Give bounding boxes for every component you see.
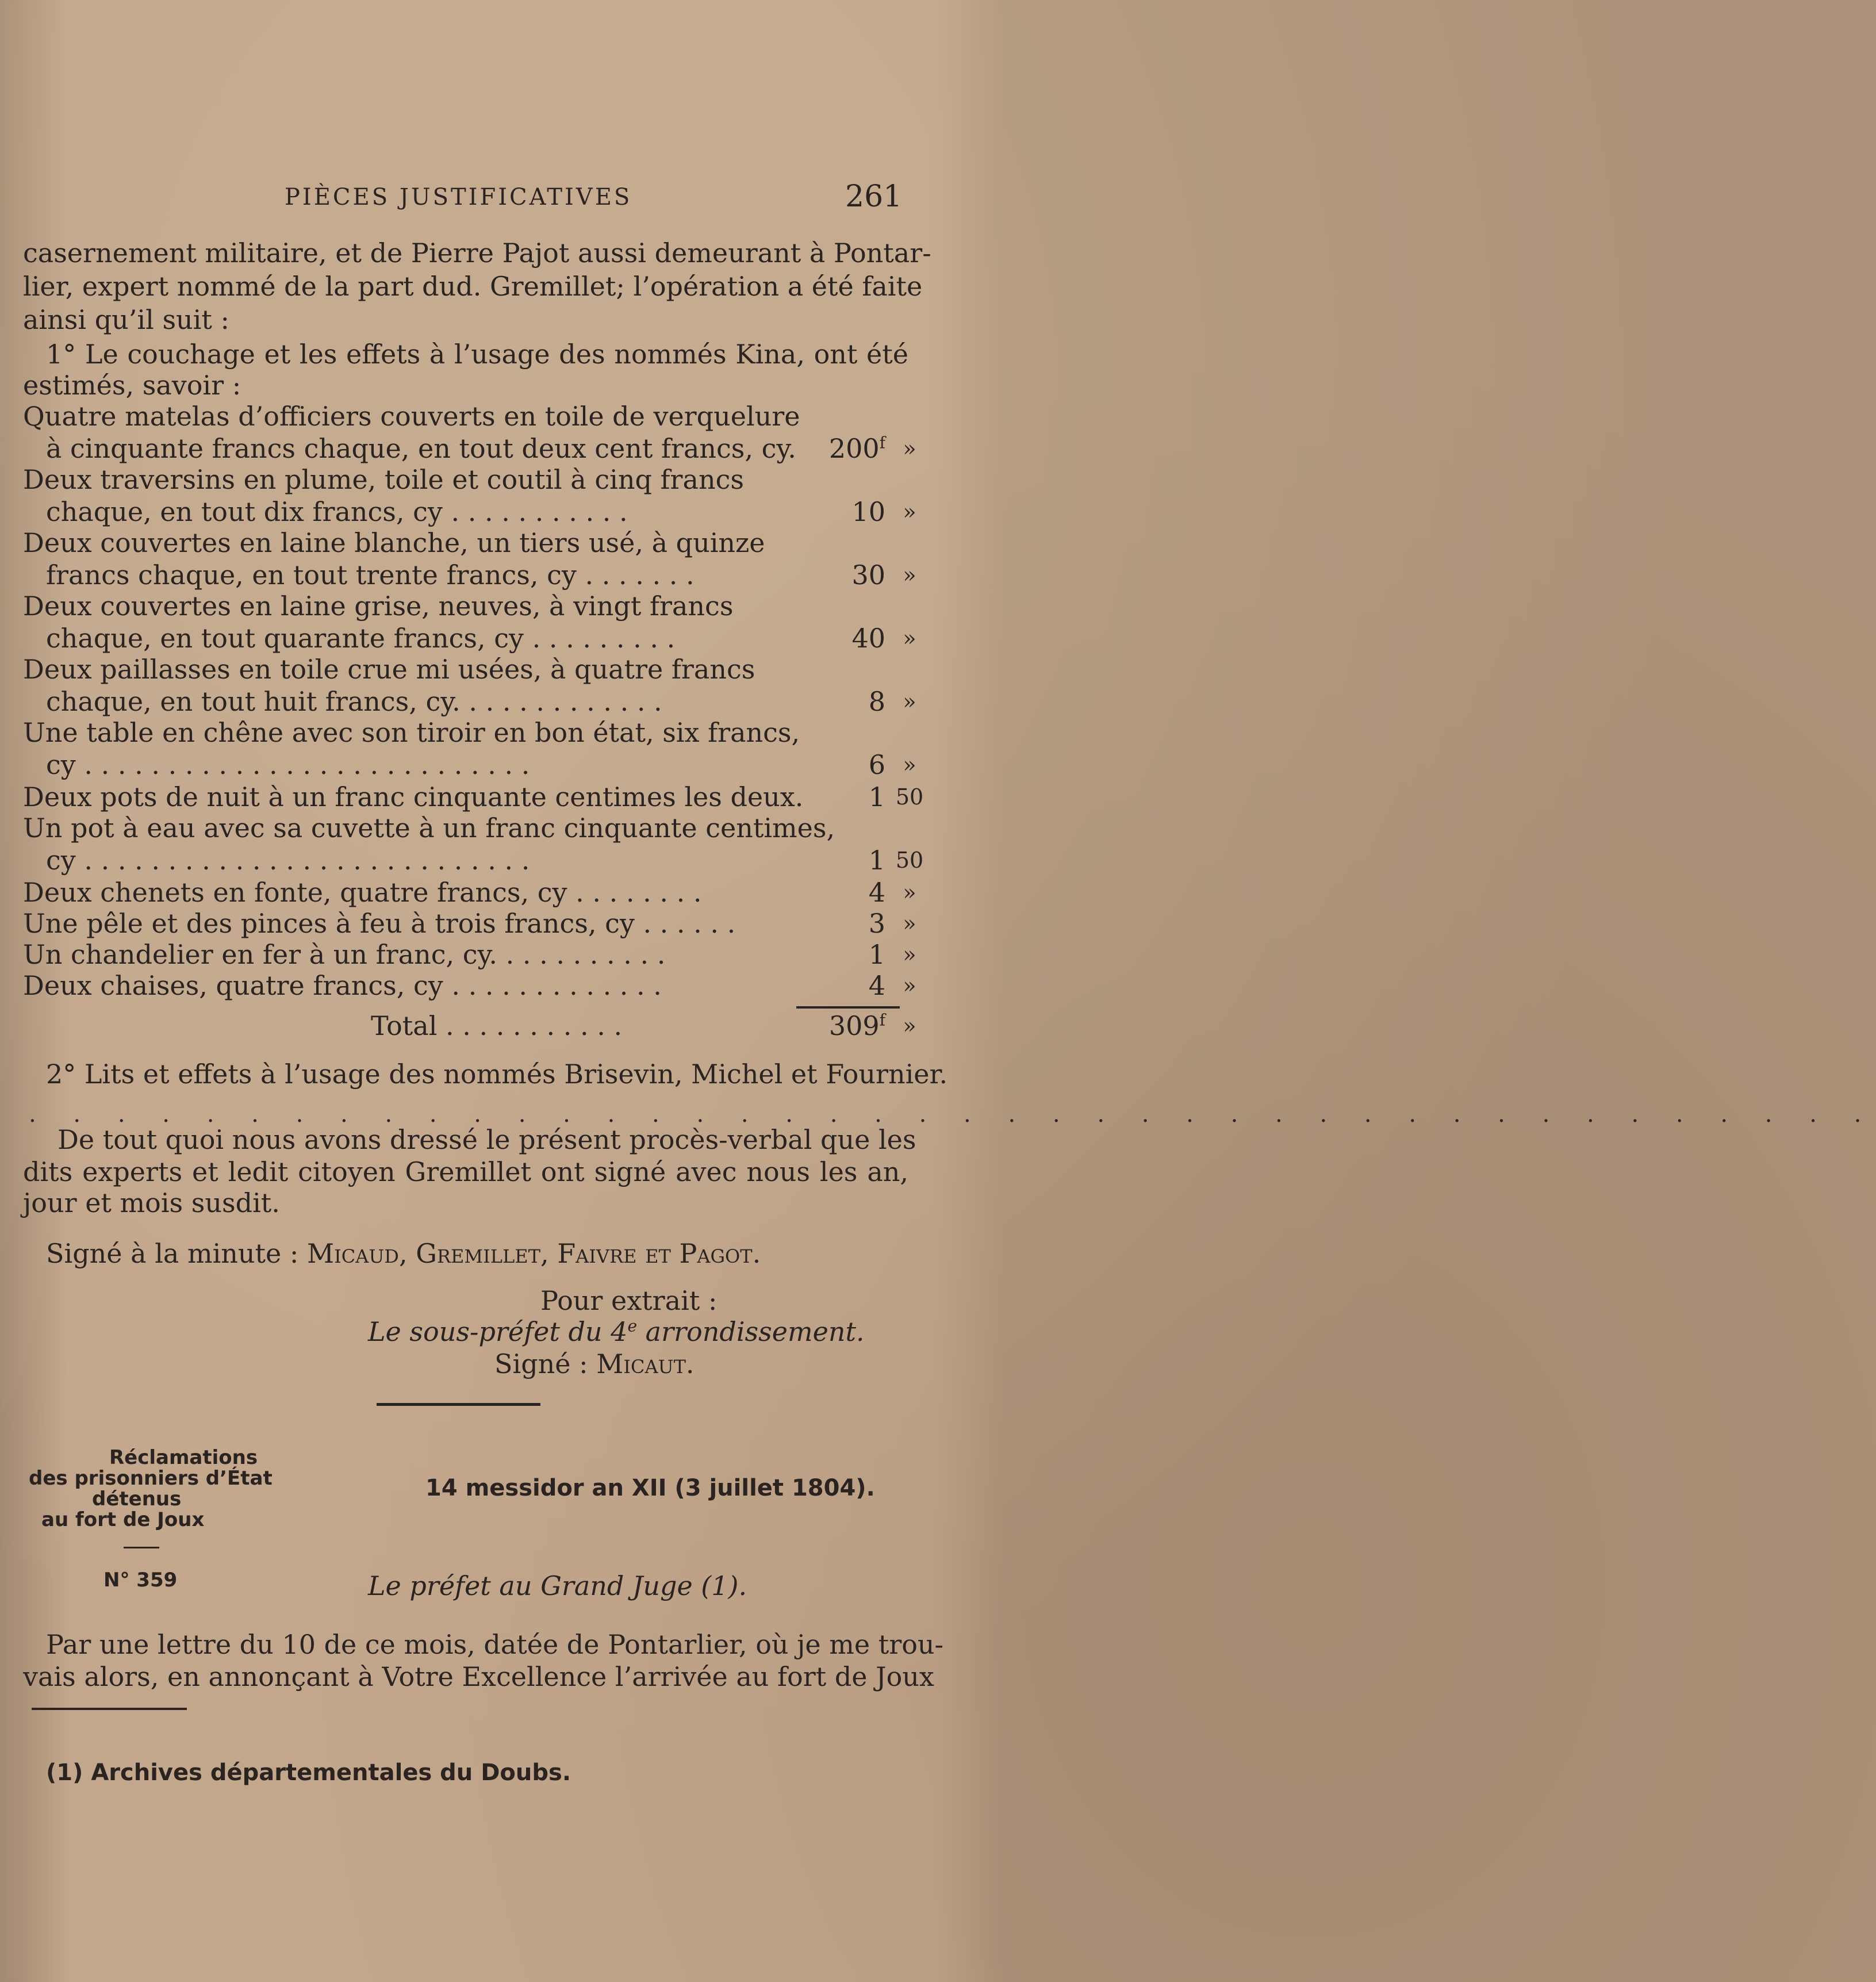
item-amount: 40 xyxy=(851,623,885,654)
item-row xyxy=(23,907,916,940)
margin-note-line: détenus xyxy=(92,1488,182,1511)
extract-signed: Signé : Micaut. xyxy=(494,1348,695,1379)
footnote: (1) Archives départementales du Doubs. xyxy=(46,1759,571,1786)
body-line: casernement militaire, et de Pierre Pajot aussi demeurant à Pontar- xyxy=(23,237,931,269)
margin-note-number: N° 359 xyxy=(103,1569,178,1592)
item-cents: » xyxy=(903,499,916,524)
body-line: De tout quoi nous avons dressé le présent procès-verbal que les xyxy=(57,1124,916,1155)
item-amount: 4 xyxy=(868,970,885,1001)
total-label: Total . . . . . . . . . . . xyxy=(371,1010,623,1041)
page-number: 261 xyxy=(845,179,903,214)
signature-prefix: Signé à la minute : xyxy=(46,1238,299,1269)
item-amount: 6 xyxy=(868,749,885,780)
item-line: Quatre matelas d’officiers couverts en toile de verquelure xyxy=(23,401,800,432)
item-cents: » xyxy=(903,436,916,461)
body-line: estimés, savoir : xyxy=(23,370,241,401)
item-label: chaque, en tout quarante francs, cy . . . . . . . . . xyxy=(46,623,676,654)
item-row xyxy=(23,781,924,813)
item-cents: » xyxy=(903,973,916,998)
body-line: lier, expert nommé de la part dud. Gremillet; l’opération a été faite xyxy=(23,271,923,302)
item-amount: 10 xyxy=(851,496,885,527)
item-amount: 1 xyxy=(868,939,885,970)
item-line: Deux couvertes en laine grise, neuves, à vingt francs xyxy=(23,591,734,622)
item-label: cy . . . . . . . . . . . . . . . . . . . . . . . . . . . xyxy=(46,845,530,876)
item-amount: 1 xyxy=(868,845,885,876)
running-header: PIÈCES JUSTIFICATIVES xyxy=(285,184,632,210)
body-line: jour et mois susdit. xyxy=(23,1187,280,1218)
item-amount: 1 xyxy=(868,781,885,812)
extract-subprefect: Le sous-préfet du 4e arrondissement. xyxy=(368,1316,865,1347)
item-label: à cinquante francs chaque, en tout deux cent francs, cy. xyxy=(46,433,796,464)
body-line: 1° Le couchage et les effets à l’usage des nommés Kina, ont été xyxy=(46,339,908,370)
item-cents: 50 xyxy=(895,784,924,810)
item-line: Une table en chêne avec son tiroir en bon état, six francs, xyxy=(23,717,800,748)
margin-note-line: Réclamations xyxy=(109,1446,258,1469)
signature-line xyxy=(46,1237,931,1270)
item-row xyxy=(23,622,916,654)
item-amount: 4 xyxy=(868,877,885,908)
item-amount: 8 xyxy=(868,686,885,717)
item-line: Deux paillasses en toile crue mi usées, à quatre francs xyxy=(23,654,755,685)
item-cents: » xyxy=(903,689,916,714)
item-label: Deux chenets en fonte, quatre francs, cy . . . . . . . . xyxy=(23,877,702,908)
item-row xyxy=(23,749,916,781)
item-row xyxy=(23,432,916,465)
item-label: chaque, en tout dix francs, cy . . . . . . . . . . . xyxy=(46,496,628,527)
item-cents: 50 xyxy=(895,848,924,873)
item-line: Un pot à eau avec sa cuvette à un franc cinquante centimes, xyxy=(23,812,835,844)
section-divider xyxy=(377,1403,540,1406)
item-cents: » xyxy=(903,880,916,905)
item-label: francs chaque, en tout trente francs, cy . . . . . . . xyxy=(46,559,695,591)
item-cents: » xyxy=(903,942,916,967)
body-line: ainsi qu’il suit : xyxy=(23,304,229,335)
item-row xyxy=(23,876,916,908)
letter-heading: Le préfet au Grand Juge (1). xyxy=(368,1570,747,1601)
body-line: 2° Lits et effets à l’usage des nommés Brisevin, Michel et Fournier. xyxy=(46,1059,948,1090)
item-cents: » xyxy=(903,911,916,936)
item-line: Deux couvertes en laine blanche, un tiers usé, à quinze xyxy=(23,527,765,558)
body-line: vais alors, en annonçant à Votre Excellence l’arrivée au fort de Joux xyxy=(23,1661,934,1692)
total-amount: 309$^f$ xyxy=(828,1010,885,1041)
extract-line: Pour extrait : xyxy=(540,1285,718,1316)
item-row xyxy=(23,844,924,876)
dateline: 14 messidor an XII (3 juillet 1804). xyxy=(425,1475,875,1501)
item-amount: 30 xyxy=(851,559,885,591)
ellipsis-row: . . . . . . . . . . . . . . . . . . . . . . . . . . . . . . . . . . . . . . . . . . xyxy=(29,1101,1876,1128)
item-label: chaque, en tout huit francs, cy. . . . . . . . . . . . . xyxy=(46,686,662,717)
item-cents: » xyxy=(903,752,916,777)
margin-note-line: des prisonniers d’État xyxy=(29,1467,273,1490)
item-label: Deux pots de nuit à un franc cinquante centimes les deux. xyxy=(23,781,804,812)
total-cents: » xyxy=(903,1013,916,1038)
footnote-rule xyxy=(32,1708,187,1710)
body-line: Par une lettre du 10 de ce mois, datée de Pontarlier, où je me trou- xyxy=(46,1629,944,1660)
total-rule xyxy=(796,1006,900,1009)
item-row xyxy=(23,938,916,971)
item-label: Un chandelier en fer à un franc, cy. . . . . . . . . . . xyxy=(23,939,666,970)
item-amount: 200$^f$ xyxy=(828,433,885,464)
margin-note-rule xyxy=(124,1547,159,1548)
signature-names: Micaud, Gremillet, Faivre et Pagot. xyxy=(306,1238,761,1269)
item-row xyxy=(23,496,916,528)
item-row xyxy=(23,559,916,591)
total-row xyxy=(23,1010,916,1042)
body-line: dits experts et ledit citoyen Gremillet ont signé avec nous les an, xyxy=(23,1156,908,1187)
item-label: Une pêle et des pinces à feu à trois francs, cy . . . . . . xyxy=(23,908,736,939)
item-row xyxy=(23,969,916,1002)
item-row xyxy=(23,685,916,718)
item-label: cy . . . . . . . . . . . . . . . . . . . . . . . . . . . xyxy=(46,749,530,780)
item-cents: » xyxy=(903,626,916,651)
item-cents: » xyxy=(903,562,916,588)
item-amount: 3 xyxy=(868,908,885,939)
margin-note-line: au fort de Joux xyxy=(41,1508,205,1531)
item-label: Deux chaises, quatre francs, cy . . . . . . . . . . . . . xyxy=(23,970,662,1001)
item-line: Deux traversins en plume, toile et coutil à cinq francs xyxy=(23,464,744,495)
